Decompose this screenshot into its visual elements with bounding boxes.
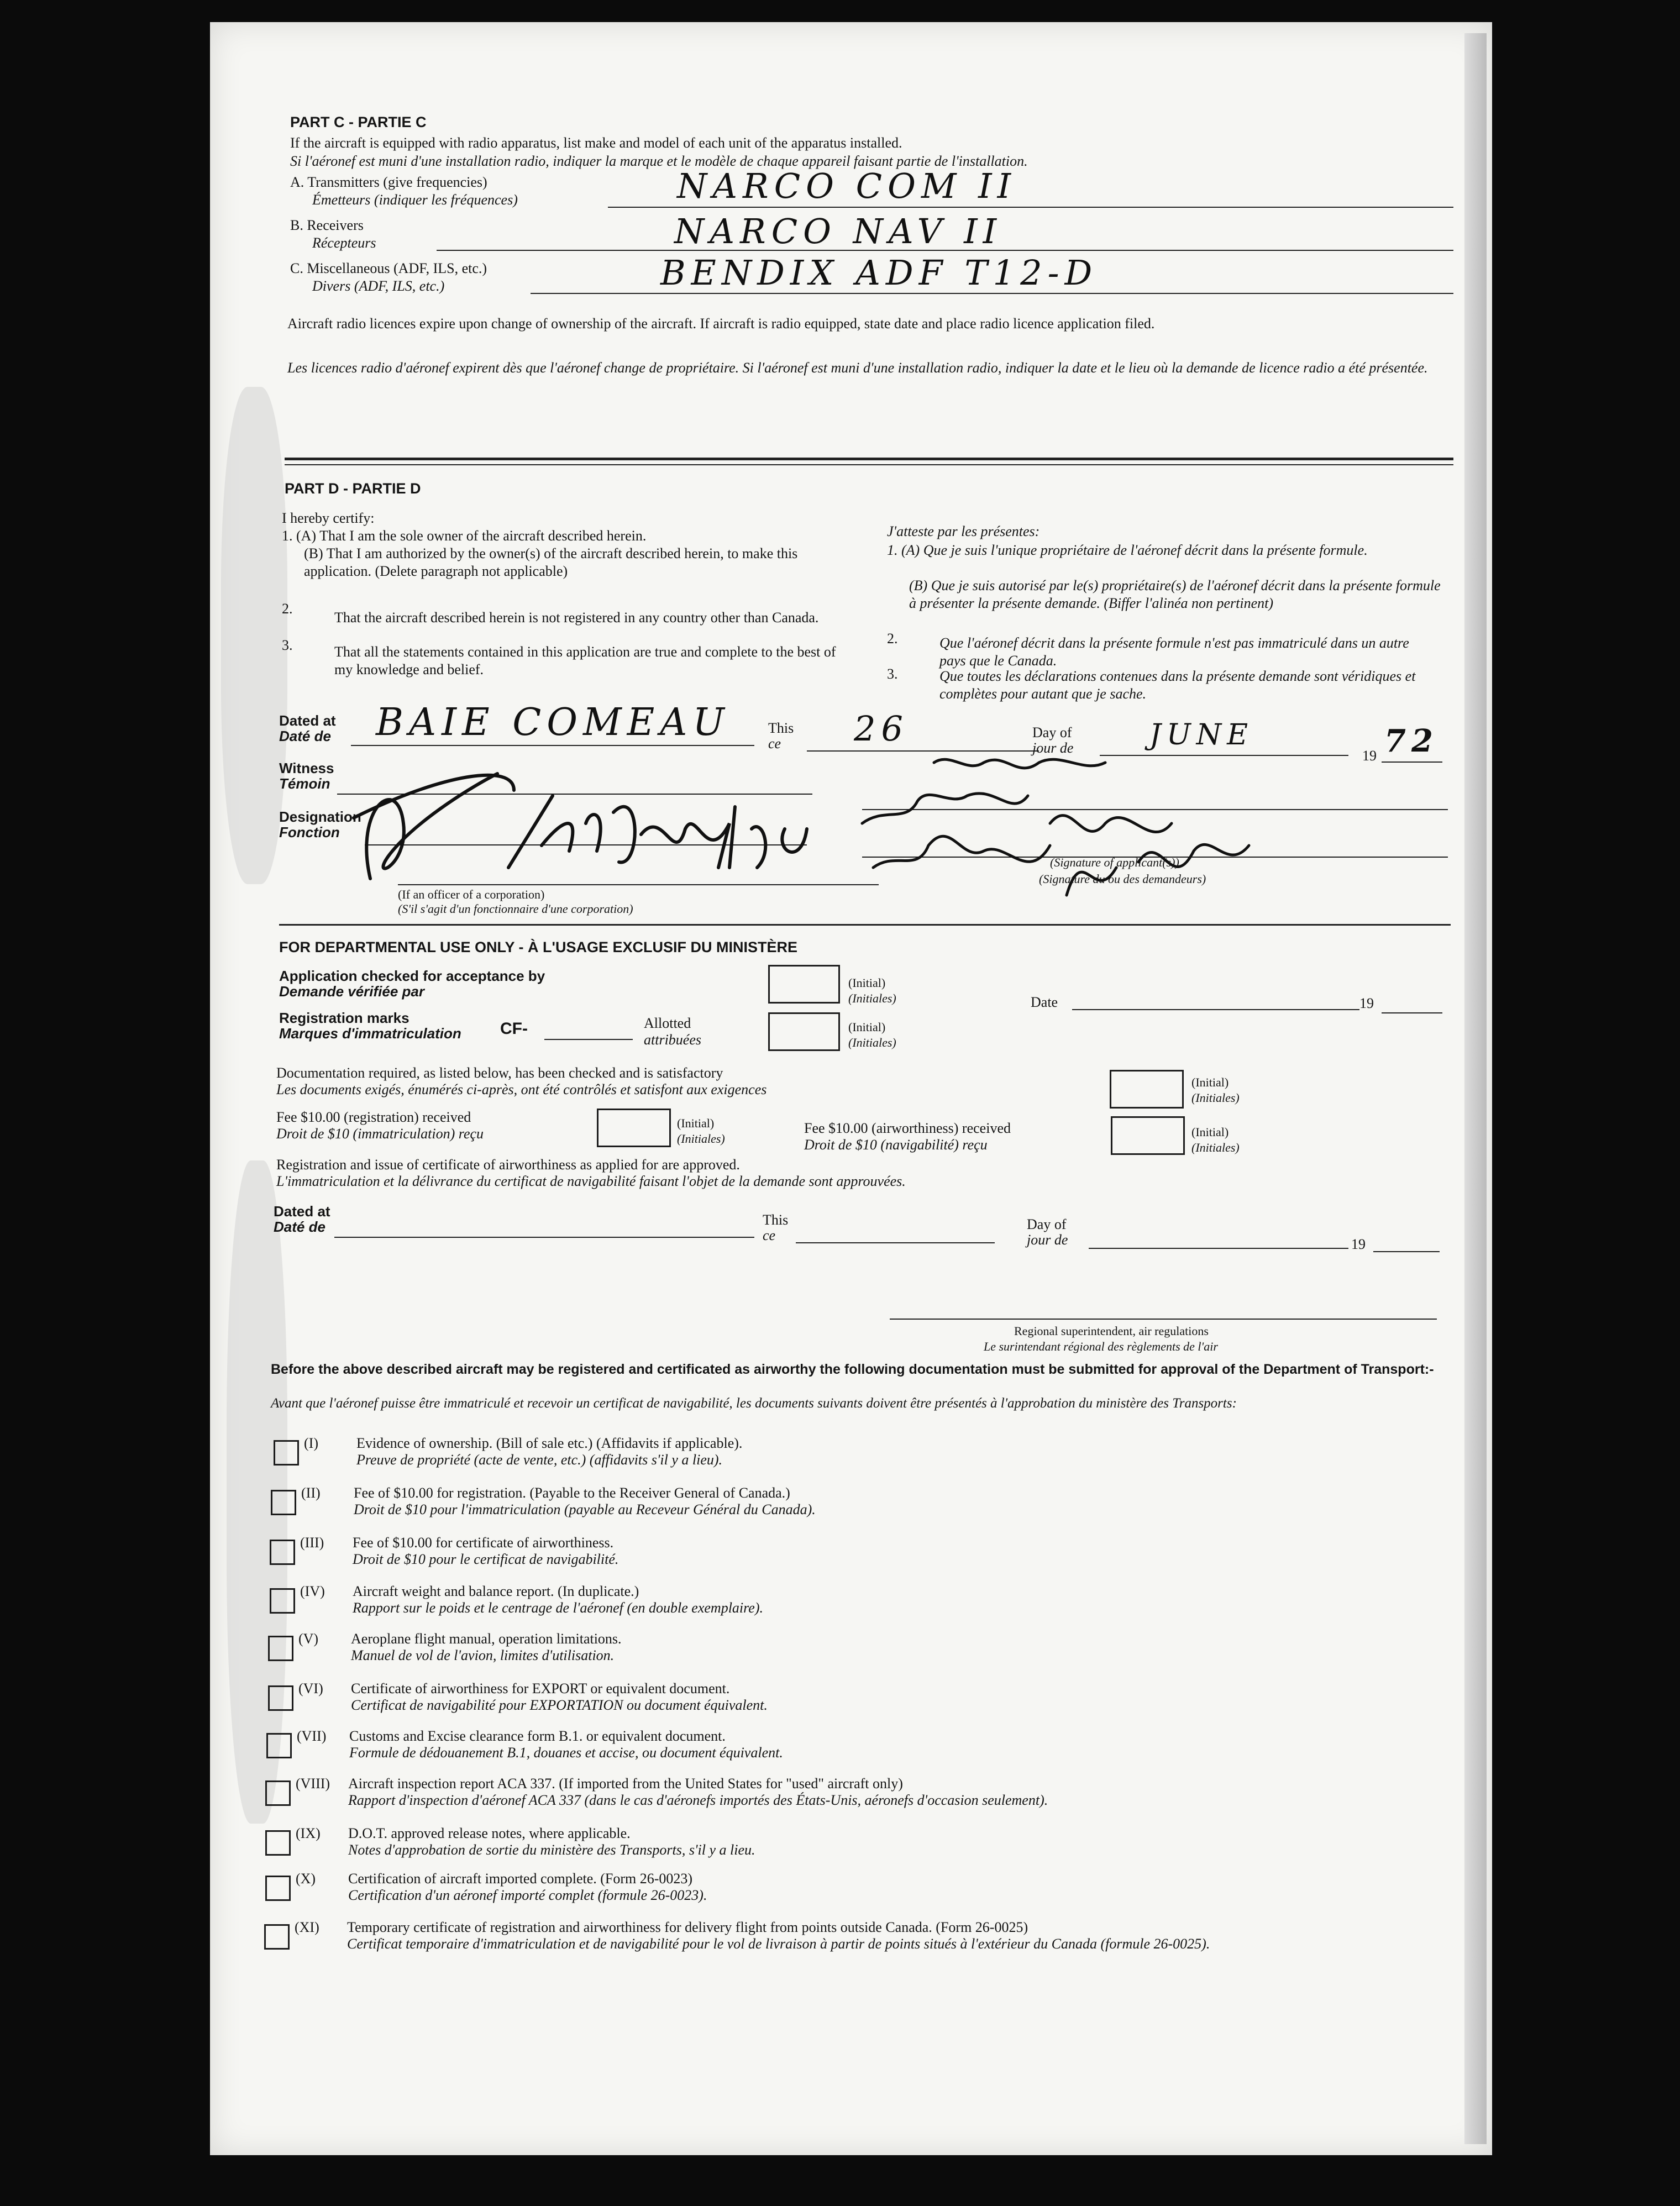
misc-label-fr: Divers (ADF, ILS, etc.) [312, 278, 445, 294]
checklist-item-number: (VII) [297, 1728, 327, 1744]
misc-label-en: C. Miscellaneous (ADF, ILS, etc.) [290, 260, 487, 276]
checklist-intro-en: Before the above described aircraft may be registered and certificated as airworthy the following documentation must be submitted for approval of the Department of Transport:- [271, 1362, 1434, 1377]
checklist-item-number: (I) [304, 1435, 318, 1451]
dept-dated-line[interactable] [334, 1237, 754, 1238]
checklist-item-number: (VI) [298, 1680, 323, 1696]
initial-label: (Initial) [848, 976, 886, 990]
cert-fr-1b: (B) Que je suis autorisé par le(s) propriétaire(s) de l'aéronef décrit dans la présente formule à présenter la présente demande. (Biffer l'alinéa non pertinent) [909, 577, 1441, 611]
checklist-item-en: Aircraft weight and balance report. (In duplicate.) [353, 1583, 639, 1599]
cert-fr-1a: 1. (A) Que je suis l'unique propriétaire de l'aéronef décrit dans la présente formule. [887, 542, 1368, 558]
initial-label-3: (Initial) [1191, 1075, 1229, 1089]
initial-label-5: (Initial) [1191, 1125, 1229, 1139]
checklist-item-number: (IX) [296, 1825, 321, 1841]
checklist-item-fr: Certificat de navigabilité pour EXPORTATION ou document équivalent. [351, 1697, 768, 1713]
checklist-item-en: Fee of $10.00 for certificate of airworthiness. [353, 1535, 614, 1551]
cert-en-1a: 1. (A) That I am the sole owner of the aircraft described herein. [282, 528, 647, 544]
dept-day-of-label: Day of [1027, 1216, 1067, 1232]
dept-divider [279, 924, 1451, 926]
fonction-label: Fonction [279, 824, 340, 841]
checklist-checkbox[interactable] [274, 1440, 299, 1466]
checklist-item-number: (V) [298, 1631, 319, 1647]
year-line [1382, 761, 1442, 763]
cert-en-2-num: 2. [282, 601, 293, 617]
receivers-label-en: B. Receivers [290, 217, 364, 233]
scan-smudge [221, 387, 287, 884]
checklist-item-fr: Rapport d'inspection d'aéronef ACA 337 (dans le cas d'aéronefs importés des États-Unis, aéronefs d'occasion seulement). [348, 1792, 1048, 1808]
checklist-item-en: Temporary certificate of registration and airworthiness for delivery flight from points outside Canada. (Form 26-0025) [347, 1919, 1028, 1935]
checklist-item-fr: Droit de $10 pour l'immatriculation (payable au Receveur Général du Canada). [354, 1501, 816, 1517]
misc-value[interactable]: BENDIX ADF T12-D [660, 253, 1098, 293]
cert-en-1b: (B) That I am authorized by the owner(s) of the aircraft described herein, to make this application. (Delete paragraph not applicable) [304, 545, 798, 579]
dept-ce-label: ce [763, 1227, 776, 1243]
fee-airworthiness-box[interactable] [1111, 1116, 1185, 1155]
checklist-checkbox[interactable] [265, 1876, 291, 1901]
date-label: Date [1031, 994, 1058, 1010]
transmitters-line [608, 207, 1453, 208]
checklist-item-en: Certification of aircraft imported complete. (Form 26-0023) [348, 1871, 693, 1887]
checklist-item-en: Certificate of airworthiness for EXPORT or equivalent document. [351, 1680, 730, 1696]
checklist-item-fr: Certification d'un aéronef importé complet (formule 26-0023). [348, 1887, 707, 1903]
fee-registration-en: Fee $10.00 (registration) received [276, 1109, 471, 1125]
transmitters-label-en: A. Transmitters (give frequencies) [290, 174, 487, 190]
checklist-item-en: Fee of $10.00 for registration. (Payable to the Receiver General of Canada.) [354, 1485, 790, 1501]
fee-registration-fr: Droit de $10 (immatriculation) reçu [276, 1126, 484, 1142]
day-value[interactable]: 26 [854, 708, 909, 749]
checklist-checkbox[interactable] [270, 1588, 295, 1614]
initiales-label-2: (Initiales) [848, 1036, 896, 1049]
checklist-item-en: Aeroplane flight manual, operation limitations. [351, 1631, 622, 1647]
officer-note-fr: (S'il s'agit d'un fonctionnaire d'une corporation) [398, 902, 633, 916]
checked-initial-box[interactable] [768, 965, 840, 1004]
cert-fr-2: Que l'aéronef décrit dans la présente formule n'est pas immatriculé dans un autre pays que le Canada. [939, 635, 1409, 669]
checklist-item-fr: Formule de dédouanement B.1, douanes et accise, ou document équivalent. [349, 1745, 783, 1761]
initial-label-4: (Initial) [677, 1116, 715, 1130]
checklist-checkbox[interactable] [265, 1780, 291, 1806]
temoin-label: Témoin [279, 775, 330, 792]
checklist-item-number: (IV) [300, 1583, 325, 1599]
initial-label-2: (Initial) [848, 1020, 886, 1034]
checked-label-en: Application checked for acceptance by [279, 968, 545, 984]
dept-day-line[interactable] [796, 1242, 995, 1243]
signature-label-fr: (Signature du ou des demandeurs) [1039, 872, 1206, 886]
checklist-item-number: (III) [300, 1535, 324, 1551]
dept-dated-at-label: Dated at [274, 1203, 330, 1220]
receivers-value[interactable]: NARCO NAV II [674, 211, 1002, 251]
section-divider [285, 458, 1453, 460]
year-value[interactable]: 72 [1384, 723, 1439, 759]
superintendent-label-fr: Le surintendant régional des règlements de l'air [984, 1340, 1218, 1353]
dated-at-label: Dated at [279, 712, 336, 729]
ce-label: ce [768, 736, 781, 752]
checklist-checkbox[interactable] [265, 1830, 291, 1856]
checklist-item-fr: Rapport sur le poids et le centrage de l'aéronef (en double exemplaire). [353, 1600, 763, 1616]
initiales-label-4: (Initiales) [677, 1132, 725, 1146]
cert-fr-2-num: 2. [887, 631, 898, 647]
initiales-label-3: (Initiales) [1191, 1091, 1240, 1105]
dept-date-de-label: Daté de [274, 1218, 326, 1235]
checklist-checkbox[interactable] [268, 1636, 293, 1661]
section-divider-thin [285, 464, 1453, 465]
cert-en-3-num: 3. [282, 637, 293, 653]
fee-registration-box[interactable] [597, 1109, 671, 1147]
checklist-item-en: D.O.T. approved release notes, where applicable. [348, 1825, 631, 1841]
certify-en: I hereby certify: [282, 510, 375, 526]
attribuees-label: attribuées [644, 1032, 701, 1048]
checklist-item-number: (XI) [295, 1919, 319, 1935]
dept-year-line[interactable] [1373, 1251, 1440, 1252]
cf-prefix: CF- [500, 1020, 528, 1038]
year-prefix: 19 [1362, 748, 1377, 764]
superintendent-line[interactable] [890, 1319, 1437, 1320]
dept-year-19: 19 [1351, 1236, 1366, 1252]
checklist-item-number: (X) [296, 1871, 316, 1887]
cert-en-2: That the aircraft described herein is not registered in any country other than Canada. [334, 610, 819, 626]
day-of-label: Day of [1032, 724, 1072, 740]
witness-label: Witness [279, 760, 334, 776]
signature-label-en: (Signature of applicant(s)) [1050, 855, 1179, 869]
marks-label-fr: Marques d'immatriculation [279, 1025, 461, 1042]
dept-heading: FOR DEPARTMENTAL USE ONLY - À L'USAGE EXCLUSIF DU MINISTÈRE [279, 939, 797, 955]
docs-initial-box[interactable] [1110, 1070, 1184, 1109]
checklist-intro-fr: Avant que l'aéronef puisse être immatriculé et recevoir un certificat de navigabilité, les documents suivants doivent être présentés à l'approbation du ministère des Transports: [271, 1396, 1237, 1411]
checklist-item-number: (II) [301, 1485, 321, 1501]
jour-de-label: jour de [1032, 740, 1074, 756]
initiales-label: (Initiales) [848, 991, 896, 1005]
fee-airworthiness-fr: Droit de $10 (navigabilité) reçu [804, 1137, 988, 1153]
checklist-item-en: Evidence of ownership. (Bill of sale etc.) (Affidavits if applicable). [356, 1435, 743, 1451]
checked-label-fr: Demande vérifiée par [279, 983, 425, 1000]
docs-label-fr: Les documents exigés, énumérés ci-après, ont été contrôlés et satisfont aux exigences [276, 1081, 767, 1097]
checklist-item-en: Aircraft inspection report ACA 337. (If imported from the United States for "used" aircraft only) [348, 1776, 903, 1792]
approval-fr: L'immatriculation et la délivrance du certificat de navigabilité faisant l'objet de la demande sont approuvées. [276, 1173, 906, 1189]
certify-fr: J'atteste par les présentes: [887, 523, 1040, 539]
misc-line [531, 293, 1453, 294]
this-label: This [768, 720, 794, 736]
dept-jour-de-label: jour de [1027, 1232, 1068, 1248]
month-value[interactable]: JUNE [1149, 718, 1254, 752]
date-de-label: Daté de [279, 728, 331, 744]
initiales-label-5: (Initiales) [1191, 1141, 1240, 1154]
cert-fr-3-num: 3. [887, 666, 898, 682]
year-19-label: 19 [1359, 995, 1374, 1011]
receivers-label-fr: Récepteurs [312, 235, 376, 251]
checklist-item-fr: Certificat temporaire d'immatriculation et de navigabilité pour le vol de livraison à partir de points situés à l'extérieur du Canada (formule 26-0025). [347, 1936, 1210, 1952]
date-line[interactable] [1072, 1009, 1359, 1010]
part-c-intro-en: If the aircraft is equipped with radio apparatus, list make and model of each unit of the apparatus installed. [290, 135, 902, 151]
transmitters-value[interactable]: NARCO COM II [677, 166, 1017, 206]
part-d-heading: PART D - PARTIE D [285, 480, 421, 497]
allotted-label: Allotted [644, 1015, 691, 1031]
checklist-checkbox[interactable] [271, 1490, 296, 1515]
superintendent-label-en: Regional superintendent, air regulations [1014, 1324, 1209, 1338]
checklist-checkbox[interactable] [266, 1733, 292, 1758]
marks-initial-box[interactable] [768, 1012, 840, 1051]
radio-licence-note-fr: Les licences radio d'aéronef expirent dès que l'aéronef change de propriétaire. Si l'aéronef est muni d'une installation radio, indiquer la date et le lieu où la demande de licence radio a été présentée. [287, 360, 1428, 376]
transmitters-label-fr: Émetteurs (indiquer les fréquences) [312, 192, 518, 208]
docs-label-en: Documentation required, as listed below, has been checked and is satisfactory [276, 1065, 723, 1081]
checklist-item-fr: Notes d'approbation de sortie du ministère des Transports, s'il y a lieu. [348, 1842, 755, 1858]
checklist-item-fr: Preuve de propriété (acte de vente, etc.) (affidavits s'il y a lieu). [356, 1452, 723, 1468]
checklist-item-en: Customs and Excise clearance form B.1. or equivalent document. [349, 1728, 726, 1744]
fee-airworthiness-en: Fee $10.00 (airworthiness) received [804, 1120, 1011, 1136]
marks-line[interactable] [544, 1039, 633, 1040]
dated-at-value[interactable]: BAIE COMEAU [376, 701, 730, 744]
approval-en: Registration and issue of certificate of airworthiness as applied for are approved. [276, 1157, 740, 1173]
checklist-item-fr: Droit de $10 pour le certificat de navigabilité. [353, 1551, 619, 1567]
year-19-line[interactable] [1382, 1012, 1442, 1013]
dept-month-line[interactable] [1089, 1248, 1348, 1249]
checklist-checkbox[interactable] [268, 1685, 293, 1711]
checklist-item-number: (VIII) [296, 1776, 330, 1792]
part-c-heading: PART C - PARTIE C [290, 114, 427, 130]
designation-label: Designation [279, 808, 361, 825]
radio-licence-note-en: Aircraft radio licences expire upon change of ownership of the aircraft. If aircraft is radio equipped, state date and place radio licence application filed. [287, 316, 1155, 332]
officer-note-en: (If an officer of a corporation) [398, 887, 545, 901]
cert-fr-3: Que toutes les déclarations contenues dans la présente demande sont véridiques et complètes pour autant que je sache. [939, 668, 1416, 702]
checklist-checkbox[interactable] [264, 1924, 290, 1950]
cert-en-3: That all the statements contained in this application are true and complete to the best of my knowledge and belief. [334, 644, 836, 677]
page-fold-shadow [1464, 33, 1487, 2144]
checklist-checkbox[interactable] [270, 1540, 295, 1565]
marks-label-en: Registration marks [279, 1010, 410, 1026]
checklist-item-fr: Manuel de vol de l'avion, limites d'utilisation. [351, 1647, 615, 1663]
dept-this-label: This [763, 1212, 789, 1228]
part-c-intro-fr: Si l'aéronef est muni d'une installation radio, indiquer la marque et le modèle de chaque appareil faisant partie de l'installation. [290, 153, 1028, 169]
